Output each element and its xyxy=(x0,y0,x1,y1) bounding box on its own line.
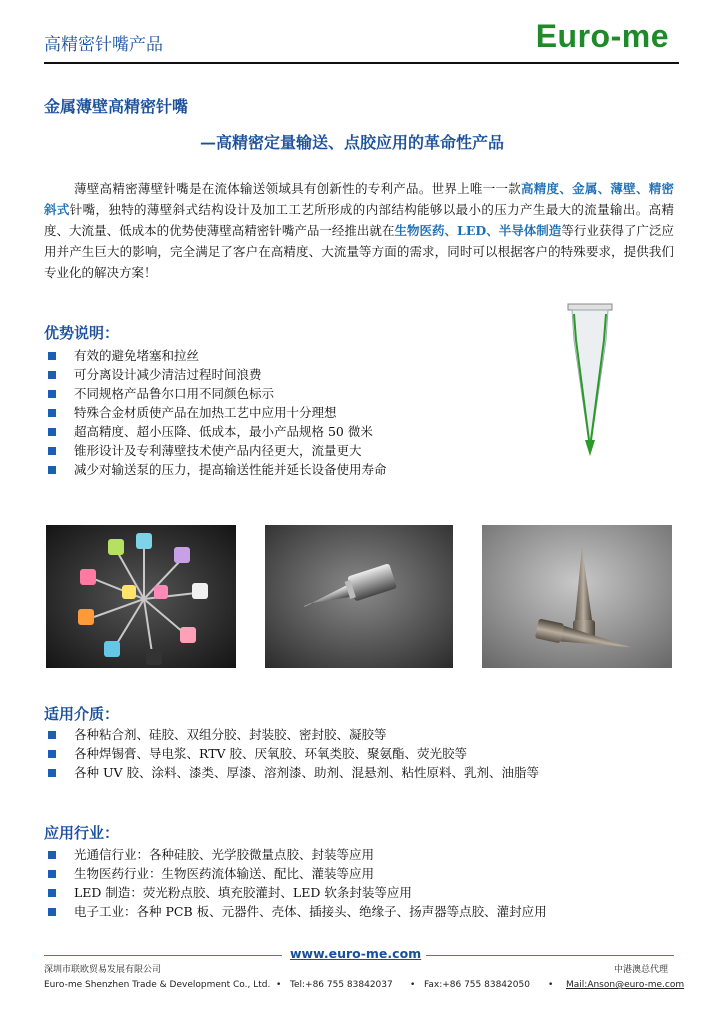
footer-fax: Fax:+86 755 83842050 xyxy=(424,980,530,990)
product-photo-nozzle-pair xyxy=(482,525,672,668)
bullet-square-icon xyxy=(48,750,56,758)
advantages-title: 优势说明： xyxy=(44,324,120,342)
bullet-square-icon xyxy=(48,851,56,859)
intro-paragraph xyxy=(44,178,674,283)
footer-company-en: Euro-me Shenzhen Trade & Development Co., Ltd. xyxy=(44,980,271,990)
main-title: 金属薄壁高精密针嘴 xyxy=(44,97,189,116)
bullet-square-icon xyxy=(48,870,56,878)
footer-company-cn: 深圳市联欧贸易发展有限公司 xyxy=(44,965,162,975)
footer-mail-link[interactable]: Mail:Anson@euro-me.com xyxy=(566,980,685,990)
list-item: 锥形设计及专利薄壁技术使产品内径更大，流量更大 xyxy=(48,441,387,460)
industries-title: 应用行业： xyxy=(44,824,120,842)
list-item: 特殊合金材质使产品在加热工艺中应用十分理想 xyxy=(48,403,387,422)
media-list xyxy=(48,725,539,782)
bullet-square-icon xyxy=(48,352,56,360)
list-item: 不同规格产品鲁尔口用不同颜色标示 xyxy=(48,384,387,403)
bullet-square-icon xyxy=(48,390,56,398)
list-item: 减少对输送泵的压力，提高输送性能并延长设备使用寿命 xyxy=(48,460,387,479)
bullet-square-icon xyxy=(48,731,56,739)
footer-divider-right xyxy=(426,955,674,956)
list-item: 各种粘合剂、硅胶、双组分胶、封装胶、密封胶、凝胶等 xyxy=(48,725,539,744)
intro-text-3: 等行业获得了广泛应用并产生巨大的影响，完全满足了客户在高精度、大流量等方面的需求，同时可以根据客户的特殊要求，提供我们专业化的解决方案！ xyxy=(44,223,674,280)
header-title: 高精密针嘴产品 xyxy=(44,35,163,55)
product-photo-colored-nozzles xyxy=(46,525,236,668)
list-item: 各种焊锡膏、导电浆、RTV 胶、厌氧胶、环氧类胶、聚氨酯、荧光胶等 xyxy=(48,744,539,763)
list-item: 生物医药行业：生物医药流体输送、配比、灌装等应用 xyxy=(48,864,547,883)
nozzle-diagram xyxy=(560,300,620,462)
list-item: 有效的避免堵塞和拉丝 xyxy=(48,346,387,365)
bullet-square-icon xyxy=(48,908,56,916)
footer-website-link[interactable]: www.euro-me.com xyxy=(290,946,422,961)
intro-highlight-2: 生物医药、LED、半导体制造 xyxy=(394,223,562,238)
footer-tel: Tel:+86 755 83842037 xyxy=(290,980,393,990)
footer-bullet: • xyxy=(548,980,554,990)
bullet-square-icon xyxy=(48,409,56,417)
footer-bullet: • xyxy=(276,980,282,990)
footer-agent: 中港澳总代理 xyxy=(614,965,669,975)
bullet-square-icon xyxy=(48,371,56,379)
bullet-square-icon xyxy=(48,889,56,897)
list-item: 光通信行业：各种硅胶、光学胶微量点胶、封装等应用 xyxy=(48,845,547,864)
product-photo-nozzle-side xyxy=(265,525,453,668)
list-item: 各种 UV 胶、涂料、漆类、厚漆、溶剂漆、助剂、混悬剂、粘性原料、乳剂、油脂等 xyxy=(48,763,539,782)
intro-text-1: 薄壁高精密薄壁针嘴是在流体输送领域具有创新性的专利产品。世界上唯一一款 xyxy=(74,181,521,196)
bullet-square-icon xyxy=(48,428,56,436)
brand-logo: Euro-me xyxy=(535,18,669,54)
bullet-square-icon xyxy=(48,769,56,777)
list-item: 超高精度、超小压降、低成本，最小产品规格 50 微米 xyxy=(48,422,387,441)
subtitle: —高精密定量输送、点胶应用的革命性产品 xyxy=(200,133,505,152)
bullet-square-icon xyxy=(48,466,56,474)
media-title: 适用介质： xyxy=(44,705,120,723)
industries-list xyxy=(48,845,547,921)
list-item: 可分离设计减少清洁过程时间浪费 xyxy=(48,365,387,384)
header-divider xyxy=(44,62,679,64)
footer-bullet: • xyxy=(410,980,416,990)
intro-highlight-1: 高精度、金属、薄壁、精密斜式 xyxy=(44,181,674,217)
intro-text-2: 针嘴，独特的薄壁斜式结构设计及加工工艺所形成的内部结构能够以最小的压力产生最大的流量输出。高精度、大流量、低成本的优势使薄壁高精密针嘴产品一经推出就在 xyxy=(44,202,674,238)
footer-divider-left xyxy=(44,955,282,956)
list-item: LED 制造：荧光粉点胶、填充胶灌封、LED 软条封装等应用 xyxy=(48,883,547,902)
list-item: 电子工业：各种 PCB 板、元器件、壳体、插接头、绝缘子、扬声器等点胶、灌封应用 xyxy=(48,902,547,921)
bullet-square-icon xyxy=(48,447,56,455)
advantages-list xyxy=(48,346,387,479)
